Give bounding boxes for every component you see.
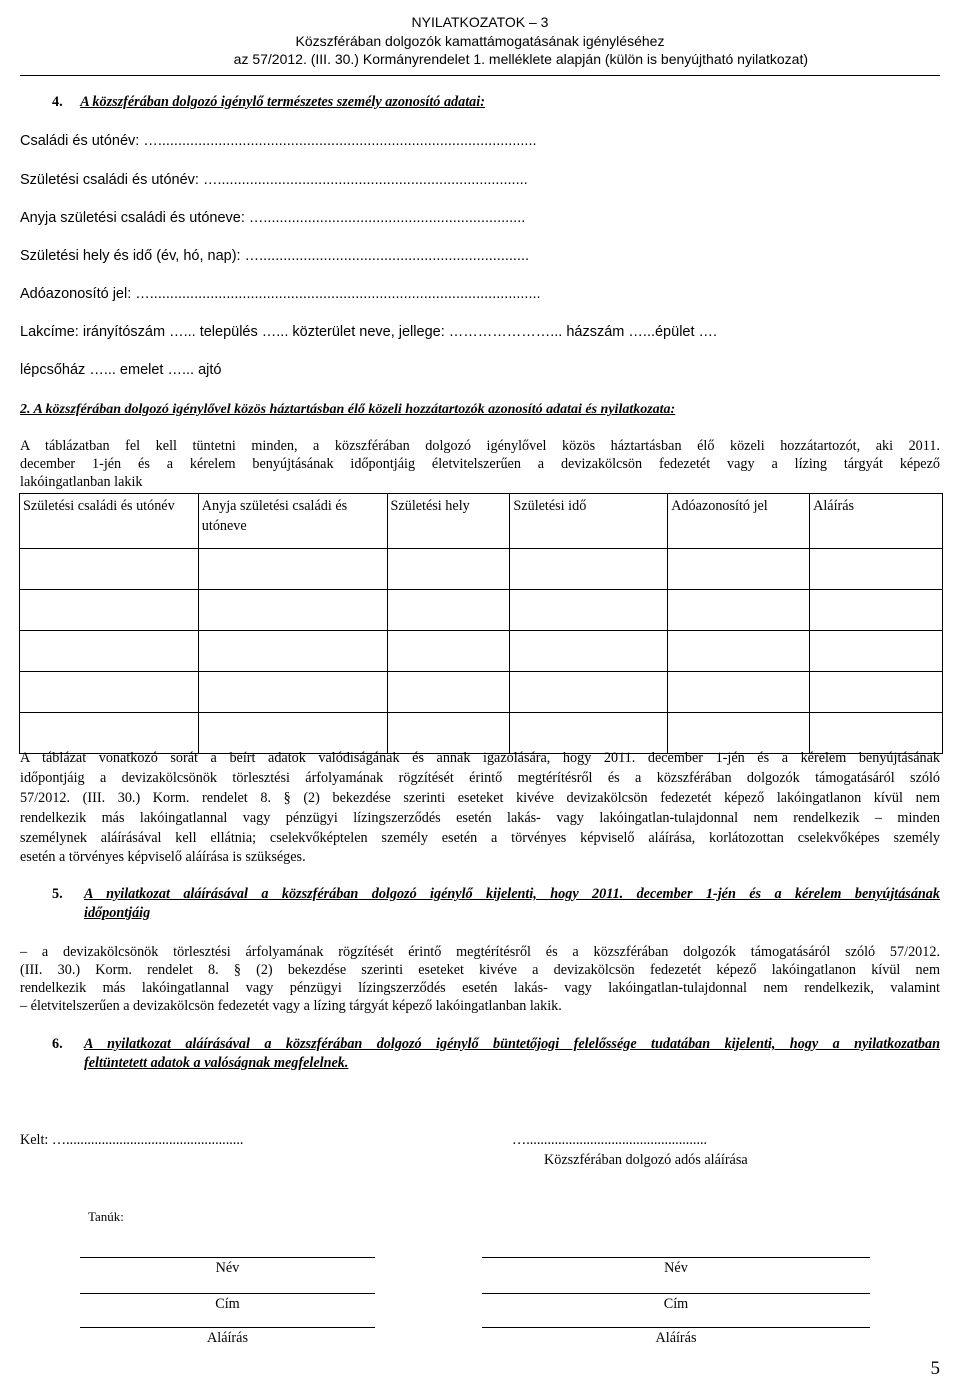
- table-cell[interactable]: [387, 672, 510, 713]
- field-family-given-name[interactable]: Családi és utónév: …..............................................................................................: [20, 133, 537, 149]
- table-cell[interactable]: [198, 713, 387, 754]
- section6-title-line1: A nyilatkozat aláírásával a közszférában dolgozó igénylő büntetőjogi felelőssége tudatában kijelenti, hogy a nyilatkozatban: [84, 1036, 940, 1052]
- section2-intro-line1: A táblázatban fel kell tüntetni minden, a közszférában dolgozó igénylővel közös háztartásban élő közeli hozzátartozót, aki 2011.: [20, 438, 940, 454]
- document-legal-basis: az 57/2012. (III. 30.) Kormányrendelet 1. melléklete alapján (külön is benyújtható nyilatkozat): [233, 51, 808, 67]
- table-cell[interactable]: [510, 549, 668, 590]
- table-header-cell: Születési idő: [510, 494, 668, 549]
- field-address-line2[interactable]: lépcsőház …... emelet …... ajtó: [20, 362, 222, 378]
- witness2-address-line[interactable]: [482, 1293, 870, 1294]
- table-cell[interactable]: [387, 631, 510, 672]
- section2-note-line4: rendelkezik más lakóingatlannal vagy pénzügyi lízingszerződés esetén lakás- vagy lakóingatlan-tulajdonnal nem rendelkezik – minden: [20, 810, 940, 826]
- header-divider: [20, 75, 940, 76]
- section2-intro-line2: december 1-jén és a kérelem benyújtásának időpontjáig életvitelszerűen a devizakölcsön fedezetét vagy a lízing tárgyát képező: [20, 456, 940, 472]
- witness2-name-label: Név: [664, 1260, 688, 1276]
- table-header-cell: Születési hely: [387, 494, 510, 549]
- signature-dots[interactable]: …...................................................: [512, 1132, 708, 1148]
- section4-title: A közszférában dolgozó igénylő természetes személy azonosító adatai:: [80, 94, 485, 110]
- section6-number: 6.: [52, 1036, 63, 1052]
- section2-title: 2. A közszférában dolgozó igénylővel közös háztartásban élő közeli hozzátartozók azonosító adatai és nyilatkozata:: [20, 402, 676, 417]
- table-cell[interactable]: [20, 672, 199, 713]
- place-date-field[interactable]: Kelt: …..................................................: [20, 1132, 244, 1148]
- table-row: [20, 672, 943, 713]
- field-address-line1[interactable]: Lakcíme: irányítószám …... település …... közterület neve, jellege: …………………... házszám …...épület ….: [20, 324, 718, 340]
- table-cell[interactable]: [810, 631, 943, 672]
- witness1-signature-line[interactable]: [80, 1327, 375, 1328]
- witness2-signature-label: Aláírás: [655, 1330, 697, 1346]
- page-number: 5: [930, 1358, 940, 1379]
- table-cell[interactable]: [510, 590, 668, 631]
- witness1-signature-label: Aláírás: [207, 1330, 248, 1346]
- witness2-address-label: Cím: [663, 1296, 689, 1312]
- table-cell[interactable]: [510, 713, 668, 754]
- section6-title-line2: feltüntetett adatok a valóságnak megfelelnek.: [84, 1055, 349, 1071]
- table-cell[interactable]: [387, 590, 510, 631]
- table-cell[interactable]: [20, 631, 199, 672]
- section2-intro-line3: lakóingatlanban lakik: [20, 474, 143, 490]
- table-cell[interactable]: [198, 549, 387, 590]
- witness2-signature-line[interactable]: [482, 1327, 870, 1328]
- household-members-table: [19, 493, 943, 754]
- section4-heading: [52, 94, 485, 111]
- table-cell[interactable]: [387, 713, 510, 754]
- section5-title-line2: időpontjáig: [84, 905, 151, 921]
- table-cell[interactable]: [20, 713, 199, 754]
- field-tax-id[interactable]: Adóazonosító jel: ….................................................................................................: [20, 286, 541, 302]
- section2-note-line1: A táblázat vonatkozó sorát a beírt adatok valódiságának és annak igazolására, hogy 2011. december 1-jén és a kérelem benyújtásának: [20, 750, 940, 766]
- table-header-row: [20, 494, 943, 549]
- table-cell[interactable]: [668, 590, 810, 631]
- table-header-cell: Születési családi és utónév: [20, 494, 199, 549]
- section2-note-line6: esetén a törvényes képviselő aláírása is szükséges.: [20, 849, 306, 865]
- field-birth-name[interactable]: Születési családi és utónév: ….............................................................................: [20, 172, 528, 188]
- section4-number: 4.: [52, 94, 63, 110]
- section5-body-line3: rendelkezik más lakóingatlannal vagy pénzügyi lízingszerződés esetén lakás- vagy lakóingatlan-tulajdonnal nem rendelkezik, valamint: [20, 980, 940, 996]
- table-cell[interactable]: [510, 672, 668, 713]
- table-cell[interactable]: [198, 590, 387, 631]
- witness1-name-label: Név: [215, 1260, 240, 1276]
- table-header-cell: Adóazonosító jel: [668, 494, 810, 549]
- table-row: [20, 590, 943, 631]
- table-cell[interactable]: [387, 549, 510, 590]
- table-cell[interactable]: [198, 672, 387, 713]
- table-cell[interactable]: [198, 631, 387, 672]
- table-cell[interactable]: [20, 590, 199, 631]
- table-row: [20, 549, 943, 590]
- table-cell[interactable]: [668, 672, 810, 713]
- witness1-address-line[interactable]: [80, 1293, 375, 1294]
- field-birth-place-date[interactable]: Születési hely és idő (év, hó, nap): …...................................................................: [20, 248, 530, 264]
- table-cell[interactable]: [668, 549, 810, 590]
- table-cell[interactable]: [810, 590, 943, 631]
- document-title: NYILATKOZATOK – 3: [411, 14, 549, 30]
- section5-body-line2: (III. 30.) Korm. rendelet 8. § (2) bekezdése szerinti eseteket kivéve a devizakölcsön fedezetét képező lakóingatlanon kívül nem: [20, 962, 940, 978]
- section5-body-line4: – életvitelszerűen a devizakölcsön fedezetét vagy a lízing tárgyát képező lakóingatlanban lakik.: [20, 998, 562, 1014]
- section2-note-line3: 57/2012. (III. 30.) Korm. rendelet 8. § (2) bekezdése szerinti eseteket kivéve devizakölcsön fedezetét képező lakóingatlanon kívül nem: [20, 790, 940, 806]
- table-cell[interactable]: [810, 549, 943, 590]
- table-cell[interactable]: [510, 631, 668, 672]
- section5-number: 5.: [52, 886, 63, 902]
- section2-note-line5: személynek aláírásával kell ellátnia; cselekvőképtelen személy esetén a törvényes képviselő aláírása, korlátozottan cselekvőképes személy: [20, 830, 940, 846]
- witness1-name-line[interactable]: [80, 1257, 375, 1258]
- witness1-address-label: Cím: [215, 1296, 240, 1312]
- table-cell[interactable]: [20, 549, 199, 590]
- section5-title-line1: A nyilatkozat aláírásával a közszférában dolgozó igénylő kijelenti, hogy 2011. december 1-jén és a kérelem benyújtásának: [84, 886, 940, 902]
- table-header-cell: Anyja születési családi és utóneve: [198, 494, 387, 549]
- witness2-name-line[interactable]: [482, 1257, 870, 1258]
- table-cell[interactable]: [810, 713, 943, 754]
- field-mother-name[interactable]: Anyja születési családi és utóneve: ….................................................................: [20, 210, 526, 226]
- table-row: [20, 631, 943, 672]
- table-row: [20, 713, 943, 754]
- witnesses-label: Tanúk:: [88, 1209, 124, 1224]
- table-cell[interactable]: [668, 631, 810, 672]
- table-cell[interactable]: [810, 672, 943, 713]
- table-cell[interactable]: [668, 713, 810, 754]
- signer-label: Közszférában dolgozó adós aláírása: [544, 1152, 748, 1168]
- section5-body-line1: – a devizakölcsönök törlesztési árfolyamának rögzítését érintő megtérítésről és a közszférában dolgozók támogatásáról szóló 57/2012.: [20, 944, 940, 960]
- section2-note-line2: időpontjáig a devizakölcsönök törlesztési árfolyamának rögzítését érintő megtérítésről és a közszférában dolgozók támogatásáról szóló: [20, 770, 940, 786]
- document-subtitle: Közszférában dolgozók kamattámogatásának igényléséhez: [295, 33, 665, 49]
- table-header-cell: Aláírás: [810, 494, 943, 549]
